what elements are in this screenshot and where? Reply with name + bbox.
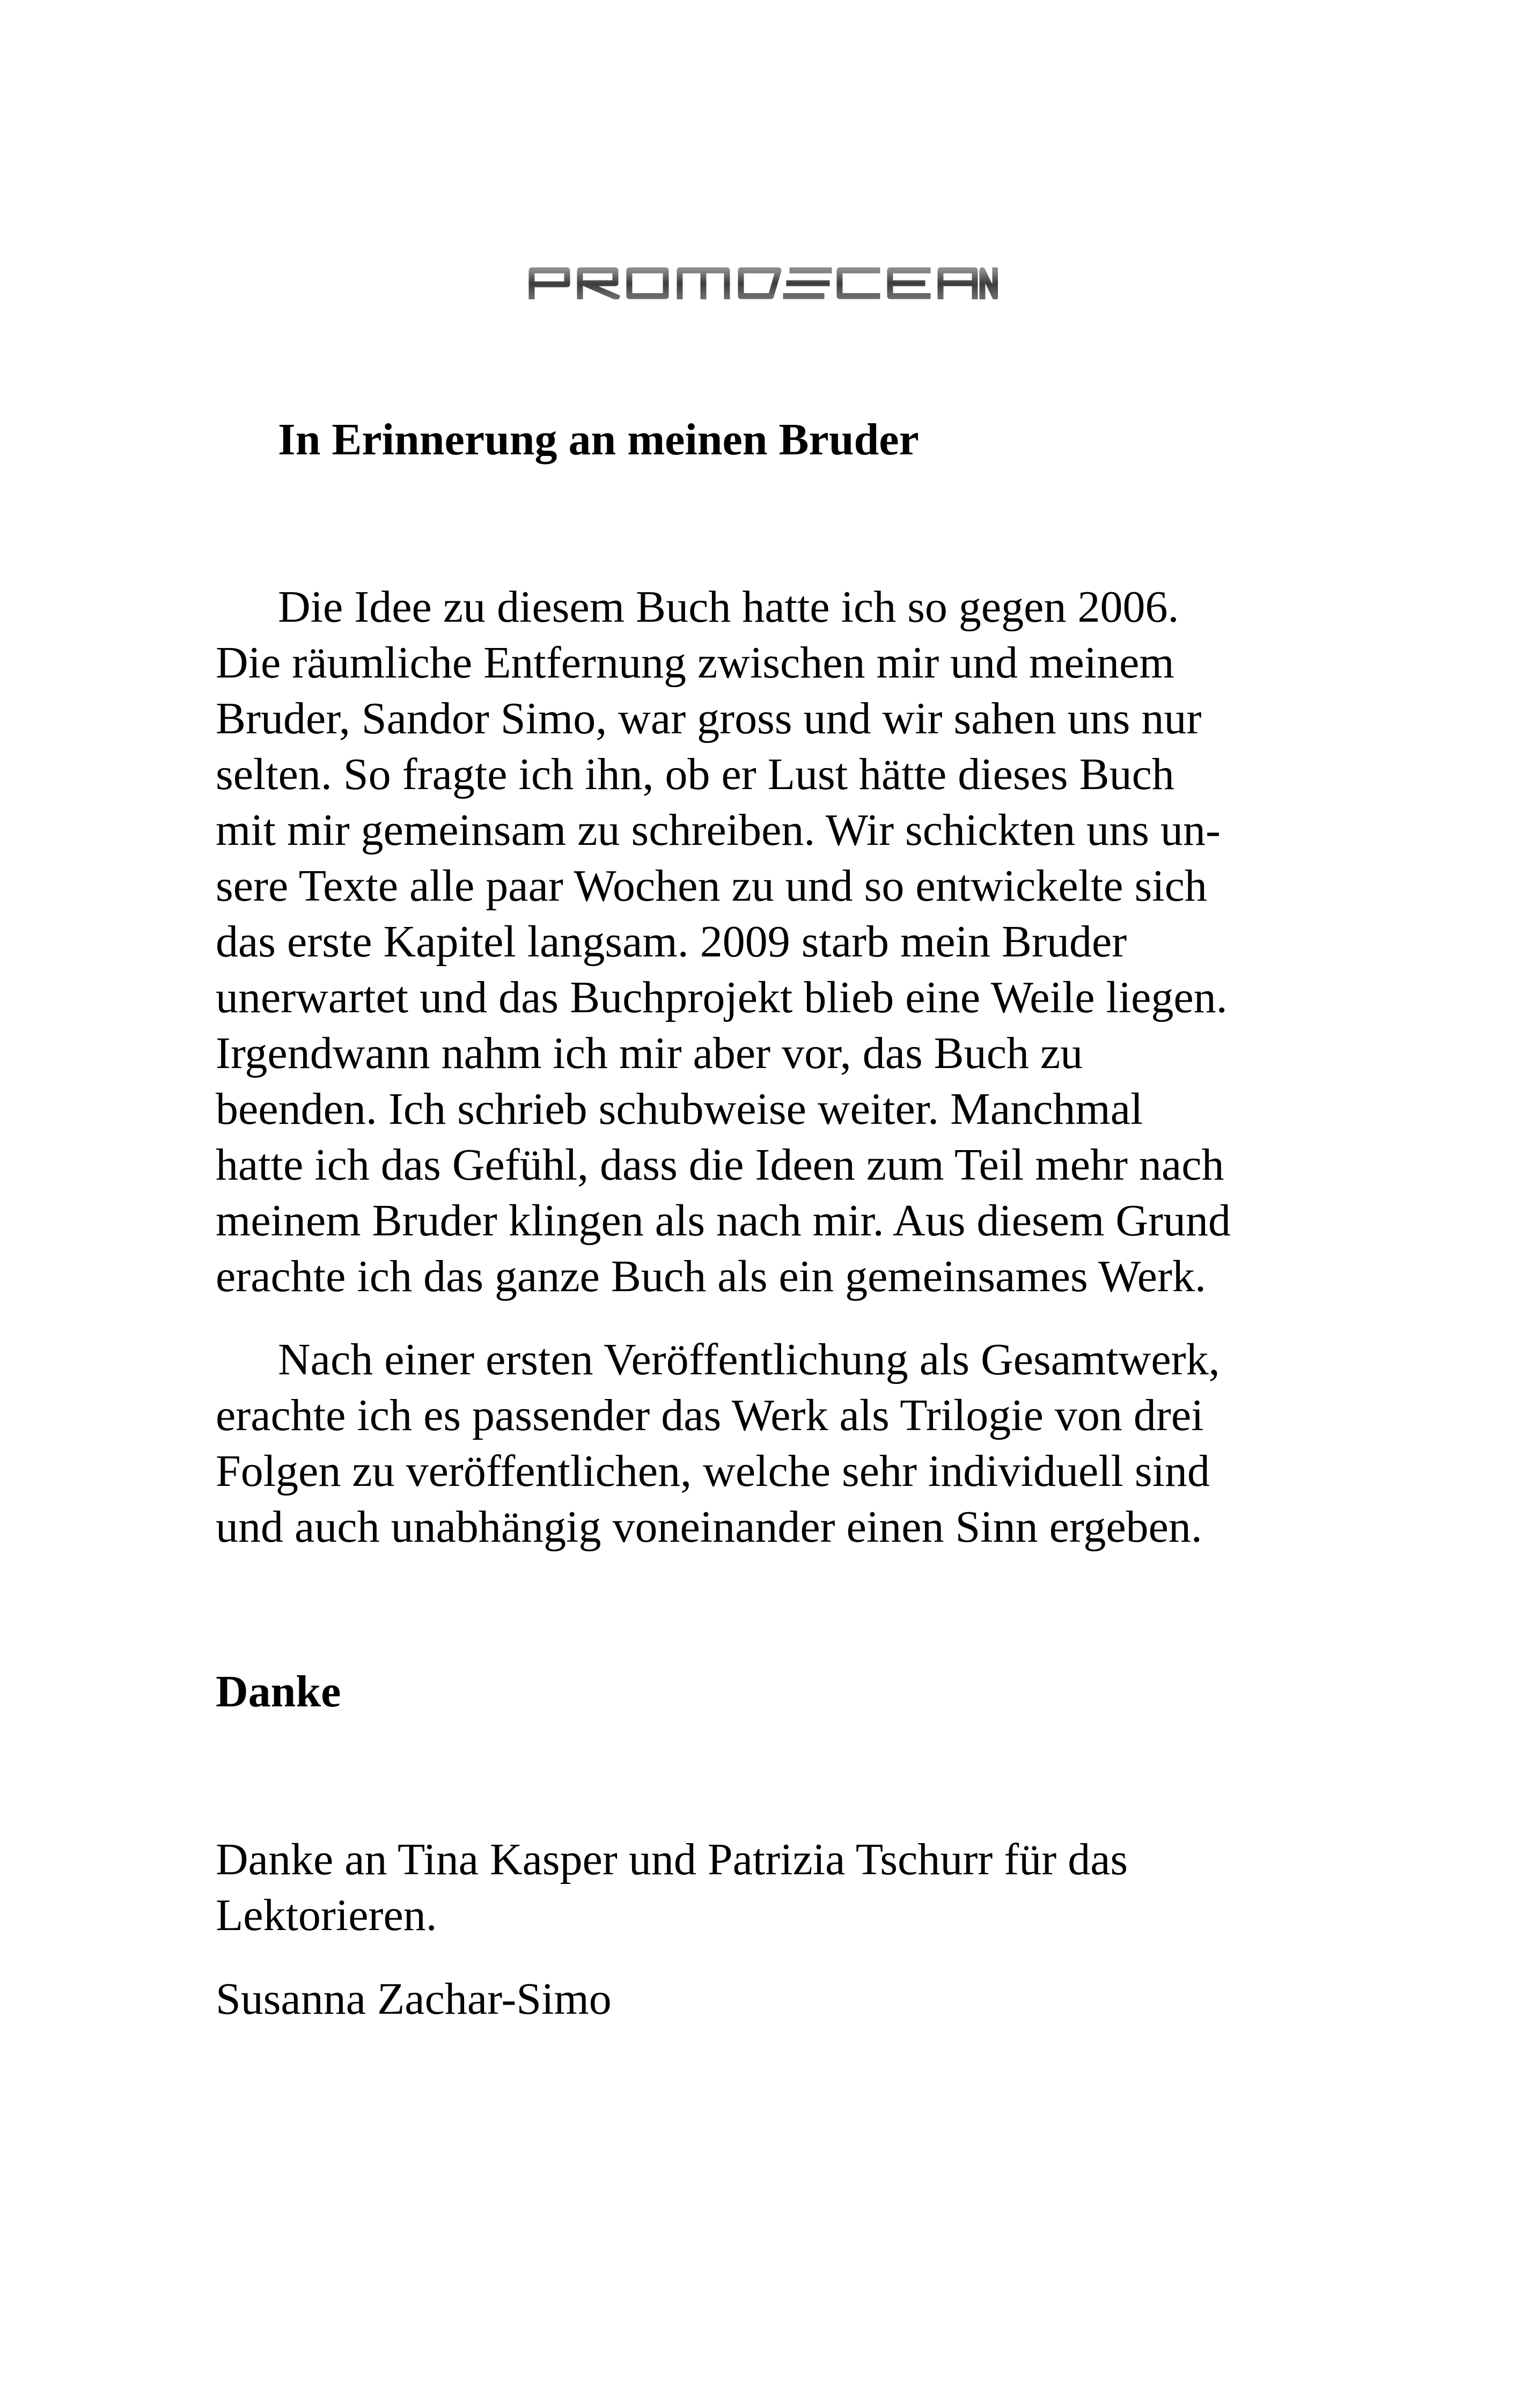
text-line: mit mir gemeinsam zu schreiben. Wir schickten uns un- xyxy=(216,805,1221,855)
dedication-paragraph-2 xyxy=(216,1332,1337,1555)
text-line: Irgendwann nahm ich mir aber vor, das Buch zu xyxy=(216,1028,1083,1078)
author-signature: Susanna Zachar-Simo xyxy=(216,1974,612,2024)
text-line: erachte ich es passender das Werk als Trilogie von drei xyxy=(216,1390,1204,1440)
text-line: Lektorieren. xyxy=(216,1890,437,1940)
text-line: meinem Bruder klingen als nach mir. Aus diesem Grund xyxy=(216,1196,1231,1246)
publisher-logo xyxy=(528,267,998,299)
text-line: das erste Kapitel langsam. 2009 starb mein Bruder xyxy=(216,917,1127,967)
text-line: Folgen zu veröffentlichen, welche sehr individuell sind xyxy=(216,1446,1210,1496)
text-line: hatte ich das Gefühl, dass die Ideen zum Teil mehr nach xyxy=(216,1140,1224,1190)
text-line: beenden. Ich schrieb schubweise weiter. Manchmal xyxy=(216,1084,1143,1134)
dedication-title: In Erinnerung an meinen Bruder xyxy=(278,415,919,465)
text-line: Danke an Tina Kasper und Patrizia Tschurr für das xyxy=(216,1835,1128,1884)
text-line: unerwartet und das Buchprojekt blieb eine Weile liegen. xyxy=(216,973,1228,1022)
promoocean-logo-graphic xyxy=(528,267,998,299)
text-line: selten. So fragte ich ihn, ob er Lust hätte dieses Buch xyxy=(216,749,1174,799)
thanks-paragraph xyxy=(216,1832,1337,1943)
text-line: Die Idee zu diesem Buch hatte ich so gegen 2006. xyxy=(278,582,1179,632)
text-line: erachte ich das ganze Buch als ein gemeinsames Werk. xyxy=(216,1251,1206,1301)
thanks-title: Danke xyxy=(216,1667,341,1717)
dedication-paragraph-1 xyxy=(216,579,1337,1305)
text-line: Bruder, Sandor Simo, war gross und wir sahen uns nur xyxy=(216,694,1202,743)
text-line: sere Texte alle paar Wochen zu und so entwickelte sich xyxy=(216,861,1207,911)
text-line: Die räumliche Entfernung zwischen mir und meinem xyxy=(216,638,1174,688)
text-line: und auch unabhängig voneinander einen Sinn ergeben. xyxy=(216,1502,1202,1552)
text-line: Nach einer ersten Veröffentlichung als Gesamtwerk, xyxy=(278,1335,1220,1385)
